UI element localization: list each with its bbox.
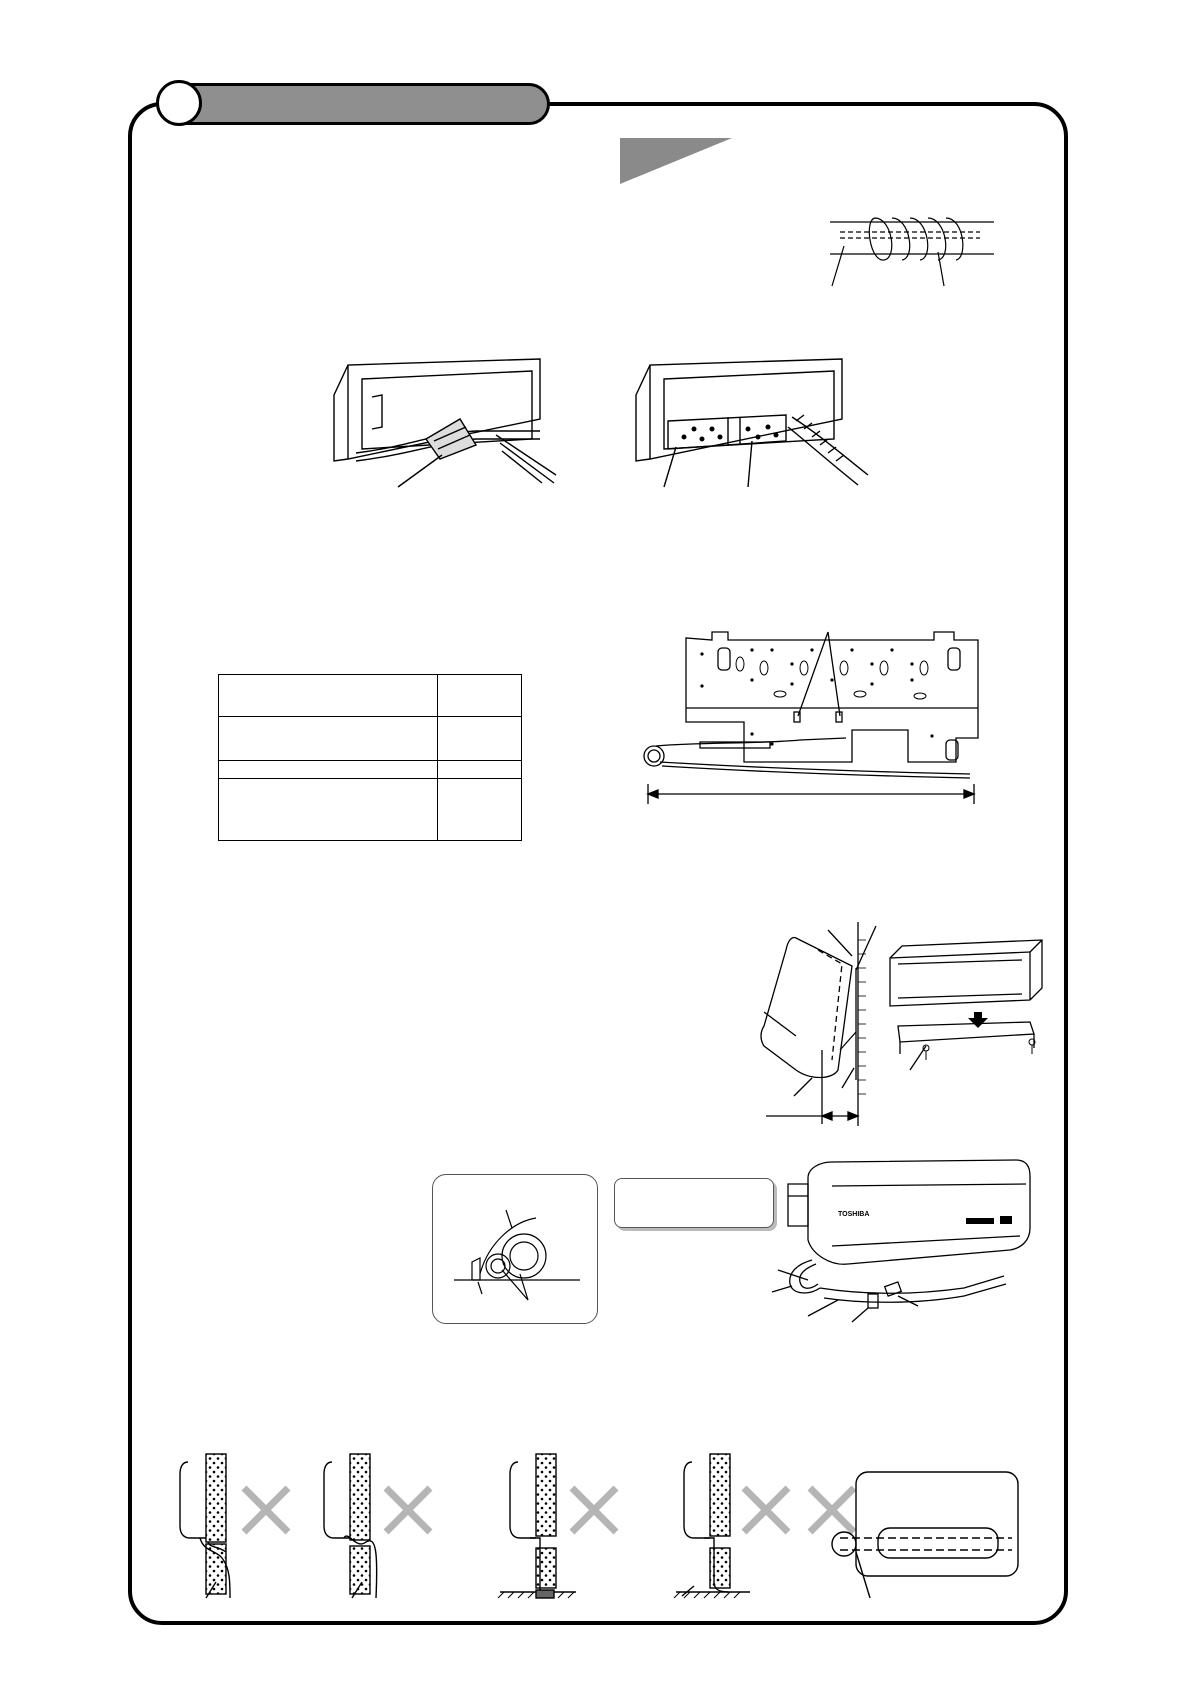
unit-back-taping-figure <box>326 357 566 497</box>
front-unit-figure <box>880 938 1050 1098</box>
grey-corner-mark <box>620 138 732 184</box>
pipe-cross-section <box>432 1174 598 1324</box>
drain-case-5 <box>832 1472 1018 1598</box>
cross-icon <box>744 1488 788 1532</box>
unit-back-insulated-figure <box>628 357 878 497</box>
table-cell <box>438 761 522 779</box>
table-cell <box>438 717 522 761</box>
drain-case-4 <box>674 1454 750 1598</box>
mounting-plate-figure <box>640 624 1020 814</box>
pipe-detail-box <box>432 1174 598 1324</box>
cross-icon <box>386 1488 430 1532</box>
table-cell <box>438 675 522 717</box>
cross-icon <box>572 1488 616 1532</box>
down-arrow-icon <box>968 1012 988 1028</box>
table-cell <box>219 675 438 717</box>
table-cell <box>219 779 438 841</box>
drain-case-1 <box>180 1454 230 1598</box>
wall-hook-figure <box>756 920 876 1130</box>
drain-case-3 <box>498 1454 576 1598</box>
cross-icon <box>810 1488 854 1532</box>
incorrect-drain-figures <box>180 1452 1060 1602</box>
section-number-circle <box>156 80 202 126</box>
piping-layout-figure <box>768 1156 1038 1336</box>
front-panel-logo: TOSHIBA <box>838 1211 870 1218</box>
screw-icon <box>923 1039 1035 1060</box>
table-cell <box>438 779 522 841</box>
spec-table <box>218 674 522 841</box>
drain-case-2 <box>324 1454 377 1598</box>
table-cell <box>219 761 438 779</box>
note-box <box>614 1178 774 1228</box>
table-cell <box>219 717 438 761</box>
cross-icon <box>244 1488 288 1532</box>
section-header-tab <box>175 83 550 125</box>
page-frame <box>128 102 1068 1625</box>
tape-wrap-figure <box>820 208 1000 288</box>
